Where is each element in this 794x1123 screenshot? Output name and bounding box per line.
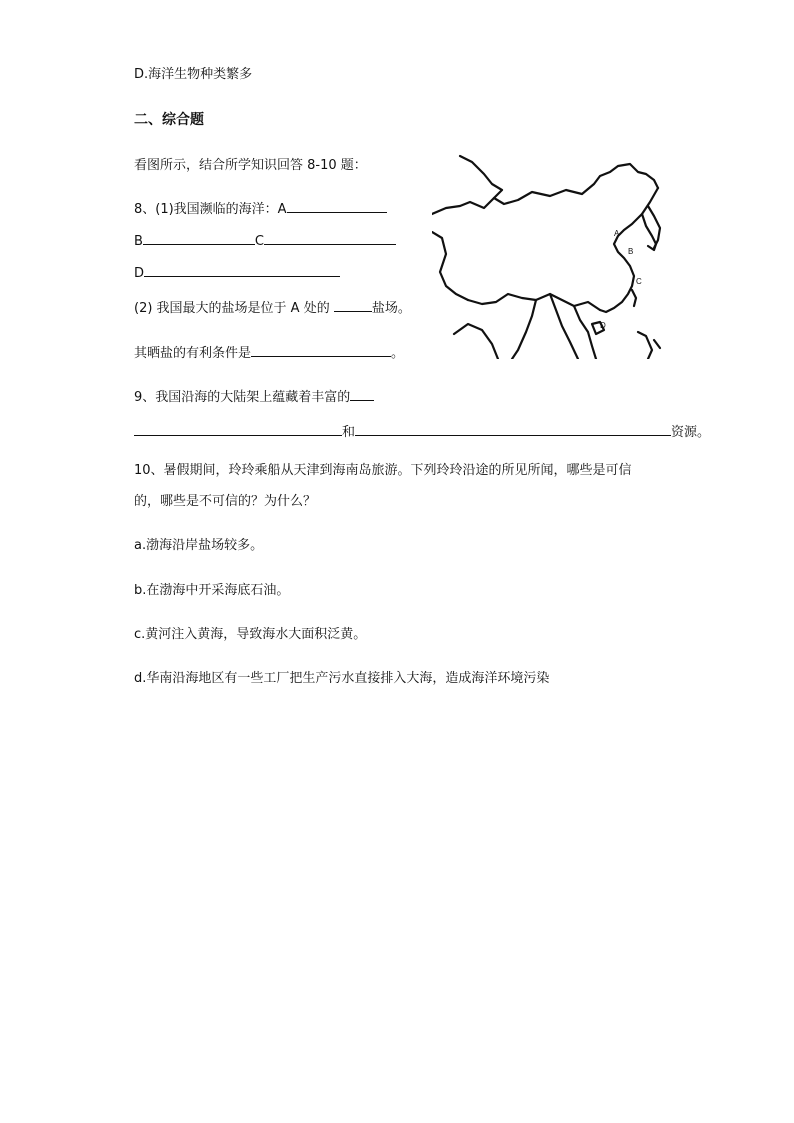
q8-prefix: 8、(1)我国濒临的海洋：A [134,202,287,217]
q10-line1: 10、暑假期间，玲玲乘船从天津到海南岛旅游。下列玲玲沿途的所见所闻，哪些是可信 [134,463,632,478]
q9-line2 [134,421,710,442]
label-d: D [134,266,145,281]
q10-line2: 的，哪些是不可信的？为什么？ [134,494,317,509]
blank-d [144,262,340,277]
label-b: B [134,234,143,249]
blank-q9-right [355,421,671,436]
china-coast-map [432,154,662,359]
section-title: 二、综合题 [134,112,204,128]
blank-saltfield [334,297,372,312]
q9-and: 和 [342,425,356,440]
blank-q9-left [134,421,342,436]
q9-text: 9、我国沿海的大陆架上蕴藏着丰富的 [134,390,351,405]
q8-part3-prefix: 其晒盐的有利条件是 [134,346,252,361]
map-label-d: D [600,321,606,330]
blank-conditions [251,342,391,357]
q10-option-a: a.渤海沿岸盐场较多。 [134,538,264,553]
blank-a [287,198,387,213]
q8-part2-suffix: 盐场。 [371,301,411,316]
q9-suffix: 资源。 [671,425,711,440]
q10-option-c: c.黄河注入黄海，导致海水大面积泛黄。 [134,627,367,642]
q9-line1 [134,386,374,407]
q8-part2-prefix: (2) 我国最大的盐场是位于 A 处的 [134,301,334,316]
blank-b [143,230,255,245]
blank-c [264,230,396,245]
q8-part3 [134,342,404,363]
map-label-c: C [636,277,642,286]
map-label-a: A [614,229,620,238]
q8-line3 [134,262,340,283]
blank-q9-short [350,386,374,401]
q8-part3-suffix: 。 [391,346,405,361]
intro-text: 看图所示，结合所学知识回答 8-10 题： [134,158,367,173]
q10-option-d: d.华南沿海地区有一些工厂把生产污水直接排入大海，造成海洋环境污染 [134,671,550,686]
q8-line1 [134,198,387,219]
map-label-b: B [628,247,634,256]
label-c: C [254,234,264,249]
q10-option-b: b.在渤海中开采海底石油。 [134,583,290,598]
q8-part2 [134,297,411,318]
q8-line2 [134,230,396,251]
option-d-previous: D.海洋生物种类繁多 [134,67,253,82]
